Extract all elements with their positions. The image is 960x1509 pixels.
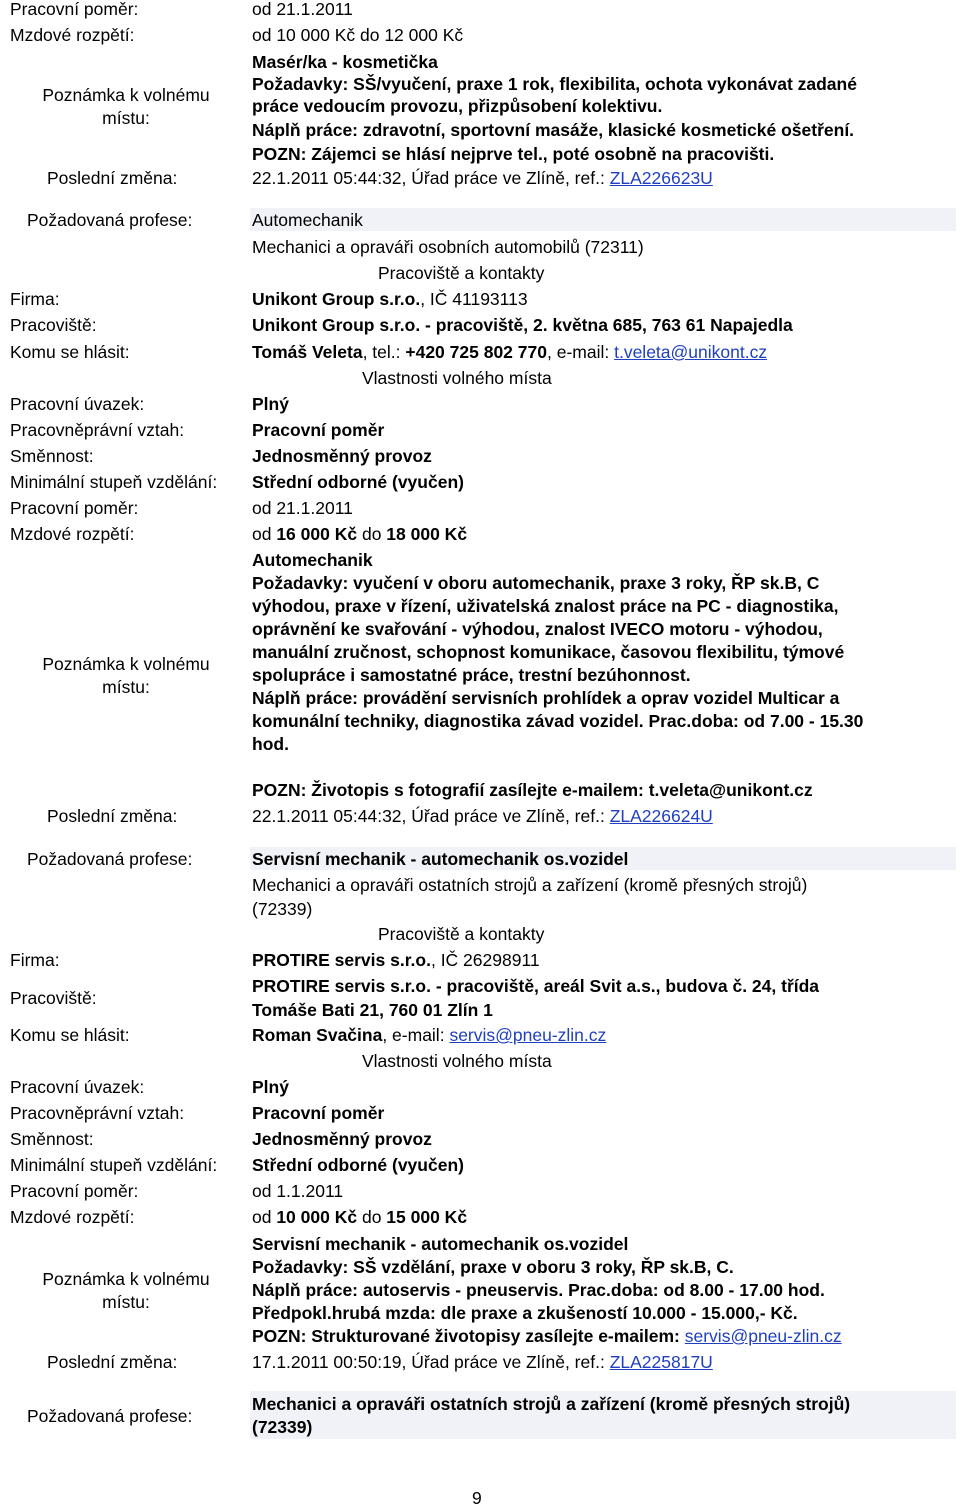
ref-link[interactable]: ZLA226623U [609,168,713,188]
smennost-value: Jednosměnný provoz [252,446,432,466]
poznamka-line: Automechanik [252,550,373,570]
komu-label: Komu se hlásit: [10,342,130,362]
email-link[interactable]: servis@pneu-zlin.cz [684,1326,842,1346]
poznamka-line: Náplň práce: provádění servisních prohlídek a oprav vozidel Multicar a [252,688,840,708]
poznamka-line: Požadavky: SŠ/vyučení, praxe 1 rok, flexibilita, ochota vykonávat zadané [252,74,857,94]
poznamka-line: Předpokl.hrubá mzda: dle praxe a zkušeností 10.000 - 15.000,- Kč. [252,1303,798,1323]
smennost-label: Směnnost: [10,446,94,466]
poznamka-label: Poznámka k volnému místu: [42,1269,210,1312]
profese-label: Požadovaná profese: [27,210,193,230]
email-link[interactable]: servis@pneu-zlin.cz [449,1025,607,1045]
profese-value: Servisní mechanik - automechanik os.vozidel [252,849,629,869]
pracovni-pomer-label: Pracovní poměr: [10,1181,139,1201]
pracovni-pomer-value: od 1.1.2011 [252,1181,344,1201]
vzdelani-label: Minimální stupeň vzdělání: [10,1155,218,1175]
pracoviste-value: PROTIRE servis s.r.o. - pracoviště, areál Svit a.s., budova č. 24, třída [252,976,820,996]
komu-label: Komu se hlásit: [10,1025,130,1045]
profese-label: Požadovaná profese: [27,849,193,869]
poznamka-line: Masér/ka - kosmetička [252,52,438,72]
sekce-kontakt-heading: Pracoviště a kontakty [378,263,545,283]
poznamka-line: oprávnění ke svařování - výhodou, znalost IVECO motoru - výhodou, [252,619,823,639]
poznamka-line: POZN: Zájemci se hlásí nejprve tel., poté osobně na pracovišti. [252,144,775,164]
vztah-label: Pracovněprávní vztah: [10,1103,185,1123]
kategorie: Mechanici a opraváři ostatních strojů a zařízení (kromě přesných strojů) [252,875,808,895]
profese-value: Automechanik [252,210,363,230]
pracoviste-label: Pracoviště: [10,988,97,1008]
sekce-vlastnosti-heading: Vlastnosti volného místa [362,368,552,388]
pracovni-pomer-value: od 21.1.2011 [252,498,353,518]
poznamka-line: Požadavky: SŠ vzdělání, praxe v oboru 3 roky, ŘP sk.B, C. [252,1257,734,1277]
vzdelani-value: Střední odborné (vyučen) [252,472,464,492]
poznamka-label: Poznámka k volnému místu: [42,654,210,697]
vztah-label: Pracovněprávní vztah: [10,420,185,440]
poznamka-line: Náplň práce: zdravotní, sportovní masáže, klasické kosmetické ošetření. [252,120,855,140]
poznamka-line: spolupráce i samostatné práce, trestní bezúhonnost. [252,665,691,685]
pracoviste-value: Tomáše Bati 21, 760 01 Zlín 1 [252,1000,493,1020]
email-link[interactable]: t.veleta@unikont.cz [614,342,768,362]
ref-link[interactable]: ZLA225817U [609,1352,713,1372]
pracovni-pomer-label: Pracovní poměr: [10,0,139,19]
komu-value: Roman Svačina, e-mail: servis@pneu-zlin.cz [252,1025,607,1045]
ref-link[interactable]: ZLA226624U [609,806,713,826]
poznamka-line: práce vedoucím provozu, přizpůsobení kolektivu. [252,96,663,116]
posledni-zmena-label: Poslední změna: [47,168,178,188]
poznamka-line: výhodou, praxe v řízení, uživatelská znalost práce na PC - diagnostika, [252,596,839,616]
mzda-value: od 16 000 Kč do 18 000 Kč [252,524,468,544]
page-number: 9 [472,1488,482,1508]
komu-value: Tomáš Veleta, tel.: +420 725 802 770, e-mail: t.veleta@unikont.cz [252,342,768,362]
poznamka-line: manuální zručnost, schopnost komunikace, časovou flexibilitu, týmové [252,642,845,662]
vzdelani-value: Střední odborné (vyučen) [252,1155,464,1175]
firma-label: Firma: [10,950,60,970]
posledni-zmena-label: Poslední změna: [47,806,178,826]
uvazek-label: Pracovní úvazek: [10,394,145,414]
poznamka-line: komunální techniky, diagnostika závad vozidel. Prac.doba: od 7.00 - 15.30 [252,711,864,731]
uvazek-value: Plný [252,1077,289,1097]
poznamka-line: Náplň práce: autoservis - pneuservis. Prac.doba: od 8.00 - 17.00 hod. [252,1280,825,1300]
posledni-zmena-value: 22.1.2011 05:44:32, Úřad práce ve Zlíně, ref.: ZLA226624U [252,806,713,826]
profese-value: (72339) [252,1417,313,1437]
vztah-value: Pracovní poměr [252,420,385,440]
uvazek-label: Pracovní úvazek: [10,1077,145,1097]
poznamka-line: Servisní mechanik - automechanik os.vozidel [252,1234,629,1254]
firma-label: Firma: [10,289,60,309]
posledni-zmena-value: 22.1.2011 05:44:32, Úřad práce ve Zlíně, ref.: ZLA226623U [252,168,713,188]
pracoviste-value: Unikont Group s.r.o. - pracoviště, 2. května 685, 763 61 Napajedla [252,315,793,335]
smennost-value: Jednosměnný provoz [252,1129,432,1149]
pracovni-pomer-value: od 21.1.2011 [252,0,353,19]
vzdelani-label: Minimální stupeň vzdělání: [10,472,218,492]
pracoviste-label: Pracoviště: [10,315,97,335]
mzda-label: Mzdové rozpětí: [10,524,135,544]
firma-value: PROTIRE servis s.r.o., IČ 26298911 [252,950,540,970]
poznamka-line: Požadavky: vyučení v oboru automechanik, praxe 3 roky, ŘP sk.B, C [252,573,820,593]
poznamka-label: Poznámka k volnému místu: [42,85,210,128]
mzda-label: Mzdové rozpětí: [10,1207,135,1227]
kategorie: Mechanici a opraváři osobních automobilů (72311) [252,237,644,257]
mzda-label: Mzdové rozpětí: [10,25,135,45]
posledni-zmena-value: 17.1.2011 00:50:19, Úřad práce ve Zlíně, ref.: ZLA225817U [252,1352,713,1372]
poznamka-line: hod. [252,734,289,754]
mzda-value: od 10 000 Kč do 12 000 Kč [252,25,464,45]
sekce-kontakt-heading: Pracoviště a kontakty [378,924,545,944]
poznamka-line: POZN: Životopis s fotografií zasílejte e-mailem: t.veleta@unikont.cz [252,780,813,800]
smennost-label: Směnnost: [10,1129,94,1149]
vztah-value: Pracovní poměr [252,1103,385,1123]
profese-label: Požadovaná profese: [27,1406,193,1426]
pracovni-pomer-label: Pracovní poměr: [10,498,139,518]
mzda-value: od 10 000 Kč do 15 000 Kč [252,1207,468,1227]
posledni-zmena-label: Poslední změna: [47,1352,178,1372]
sekce-vlastnosti-heading: Vlastnosti volného místa [362,1051,552,1071]
profese-value: Mechanici a opraváři ostatních strojů a zařízení (kromě přesných strojů) [252,1394,851,1414]
poznamka-line: POZN: Strukturované životopisy zasílejte e-mailem: servis@pneu-zlin.cz [252,1326,842,1346]
kategorie: (72339) [252,899,313,919]
firma-value: Unikont Group s.r.o., IČ 41193113 [252,289,528,309]
uvazek-value: Plný [252,394,289,414]
